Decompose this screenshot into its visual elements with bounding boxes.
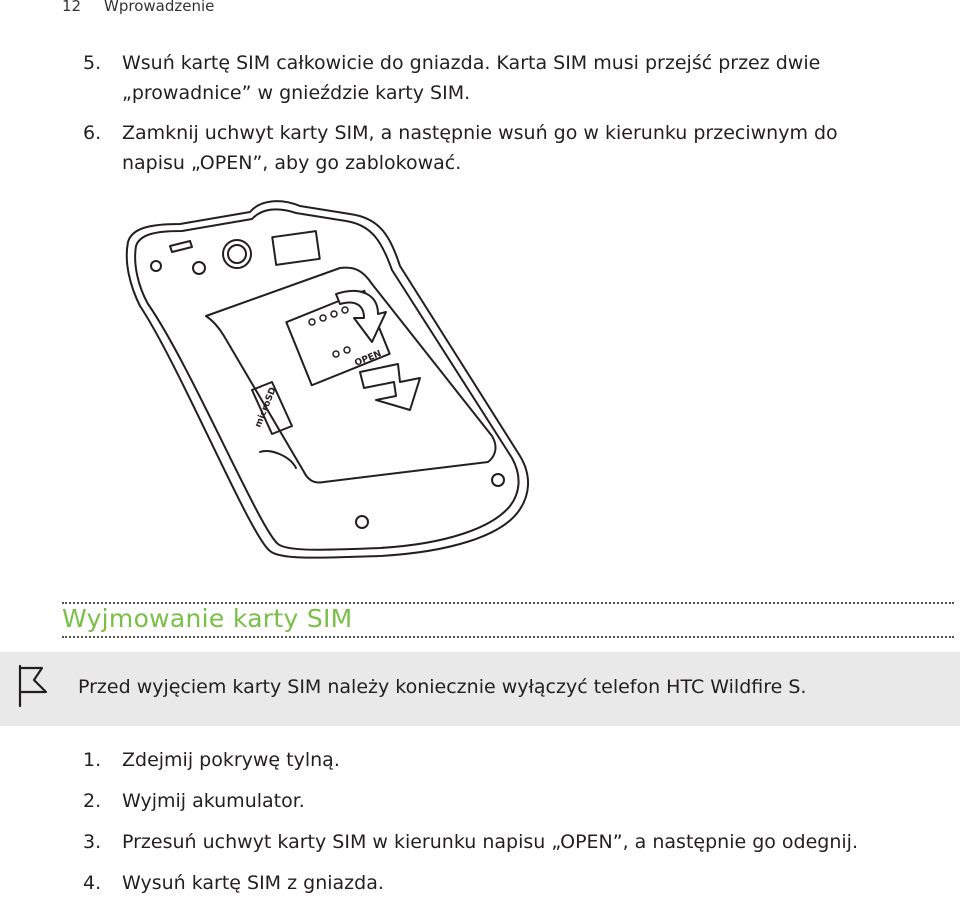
section-title: Wyjmowanie karty SIM [62,604,353,633]
open-label: OPEN [353,349,384,369]
step-text: Przesuń uchwyt karty SIM w kierunku napisu „OPEN”, a następnie go odegnij. [122,831,858,853]
step-line: Wsuń kartę SIM całkowicie do gniazda. Karta SIM musi przejść przez dwie [122,52,821,74]
screw-hole [492,474,504,486]
step-text: Wysuń kartę SIM z gniazda. [122,872,384,894]
flash-window [272,231,319,265]
step-text: Zdejmij pokrywę tylną. [122,749,340,771]
screw-hole [151,261,161,271]
page-number: 12 [62,0,82,15]
step-text: Wyjmij akumulator. [122,790,305,812]
screw-hole [356,516,368,528]
microsd-label: microSD [253,386,279,430]
step-line: Zamknij uchwyt karty SIM, a następnie wsuń go w kierunku przeciwnym do [122,122,838,144]
rotate-arrow-icon [336,291,386,342]
step-number: 2. [83,790,102,812]
phone-back-illustration [120,196,540,566]
step-number: 6. [83,122,102,144]
note-box [0,652,960,726]
step-number: 3. [83,831,102,853]
screw-hole [193,262,205,274]
flag-icon [16,664,50,708]
page-header [62,0,214,15]
step-number: 1. [83,749,102,771]
step-number: 5. [83,52,102,74]
note-text: Przed wyjęciem karty SIM należy koniecznie wyłączyć telefon HTC Wildfire S. [78,676,807,698]
section-divider-bottom [62,636,954,638]
step-line: „prowadnice” w gnieździe karty SIM. [122,82,471,104]
step-text [122,48,942,108]
step-line: napisu „OPEN”, aby go zablokować. [122,152,462,174]
speaker-grill [170,241,192,252]
slide-arrow-icon [360,364,420,410]
camera-lens-inner [228,245,246,263]
step-number: 4. [83,872,102,894]
section-name: Wprowadzenie [104,0,215,15]
step-text [122,118,942,178]
